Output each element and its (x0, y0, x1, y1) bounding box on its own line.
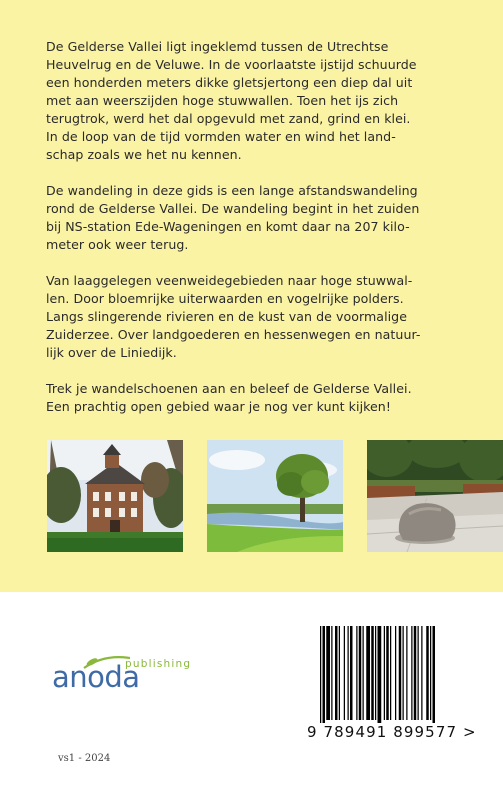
text-line: De Gelderse Vallei ligt ingeklemd tussen de Utrechtse (46, 39, 389, 54)
text-line: schap zoals we het nu kennen. (46, 147, 242, 162)
publisher-tagline: publishing (125, 658, 192, 670)
text-line: In de loop van de tijd vormden water en wind het land- (46, 129, 396, 144)
text-line: rond de Gelderse Vallei. De wandeling begint in het zuiden (46, 201, 420, 216)
boulder-photo (367, 440, 503, 552)
text-line: een honderden meters dikke gletsjertong een diep dal uit (46, 75, 413, 90)
castle-photo (47, 440, 183, 552)
isbn-number: 9 789491 899577 > (307, 723, 477, 741)
text-line: bij NS-station Ede-Wageningen en komt daar na 207 kilo- (46, 219, 410, 234)
river-tree-photo (207, 440, 343, 552)
back-cover-description (46, 38, 462, 434)
text-line: Een prachtig open gebied waar je nog ver kunt kijken! (46, 399, 391, 414)
text-line: Van laaggelegen veenweidegebieden naar hoge stuwwal- (46, 273, 413, 288)
text-line: Heuvelrug en de Veluwe. In de voorlaatste ijstijd schuurde (46, 57, 417, 72)
paragraph-4 (46, 380, 462, 416)
paragraph-2 (46, 182, 462, 254)
text-line: met aan weerszijden hoge stuwwallen. Toen het ijs zich (46, 93, 399, 108)
text-line: Trek je wandelschoenen aan en beleef de Gelderse Vallei. (46, 381, 412, 396)
text-line: Zuiderzee. Over landgoederen en hessenwegen en natuur- (46, 327, 421, 342)
text-line: De wandeling in deze gids is een lange afstandswandeling (46, 183, 418, 198)
version-label: vs1 - 2024 (58, 753, 111, 764)
text-line: meter ook weer terug. (46, 237, 189, 252)
text-line: lijk over de Liniedijk. (46, 345, 177, 360)
publisher-name: anoda (52, 660, 140, 694)
text-line: Langs slingerende rivieren en de kust van de voormalige (46, 309, 408, 324)
paragraph-3 (46, 272, 462, 362)
text-line: terugtrok, werd het dal opgevuld met zand, grind en klei. (46, 111, 411, 126)
paragraph-1 (46, 38, 462, 164)
publisher-logo (52, 650, 222, 710)
text-line: len. Door bloemrijke uiterwaarden en vogelrijke polders. (46, 291, 404, 306)
